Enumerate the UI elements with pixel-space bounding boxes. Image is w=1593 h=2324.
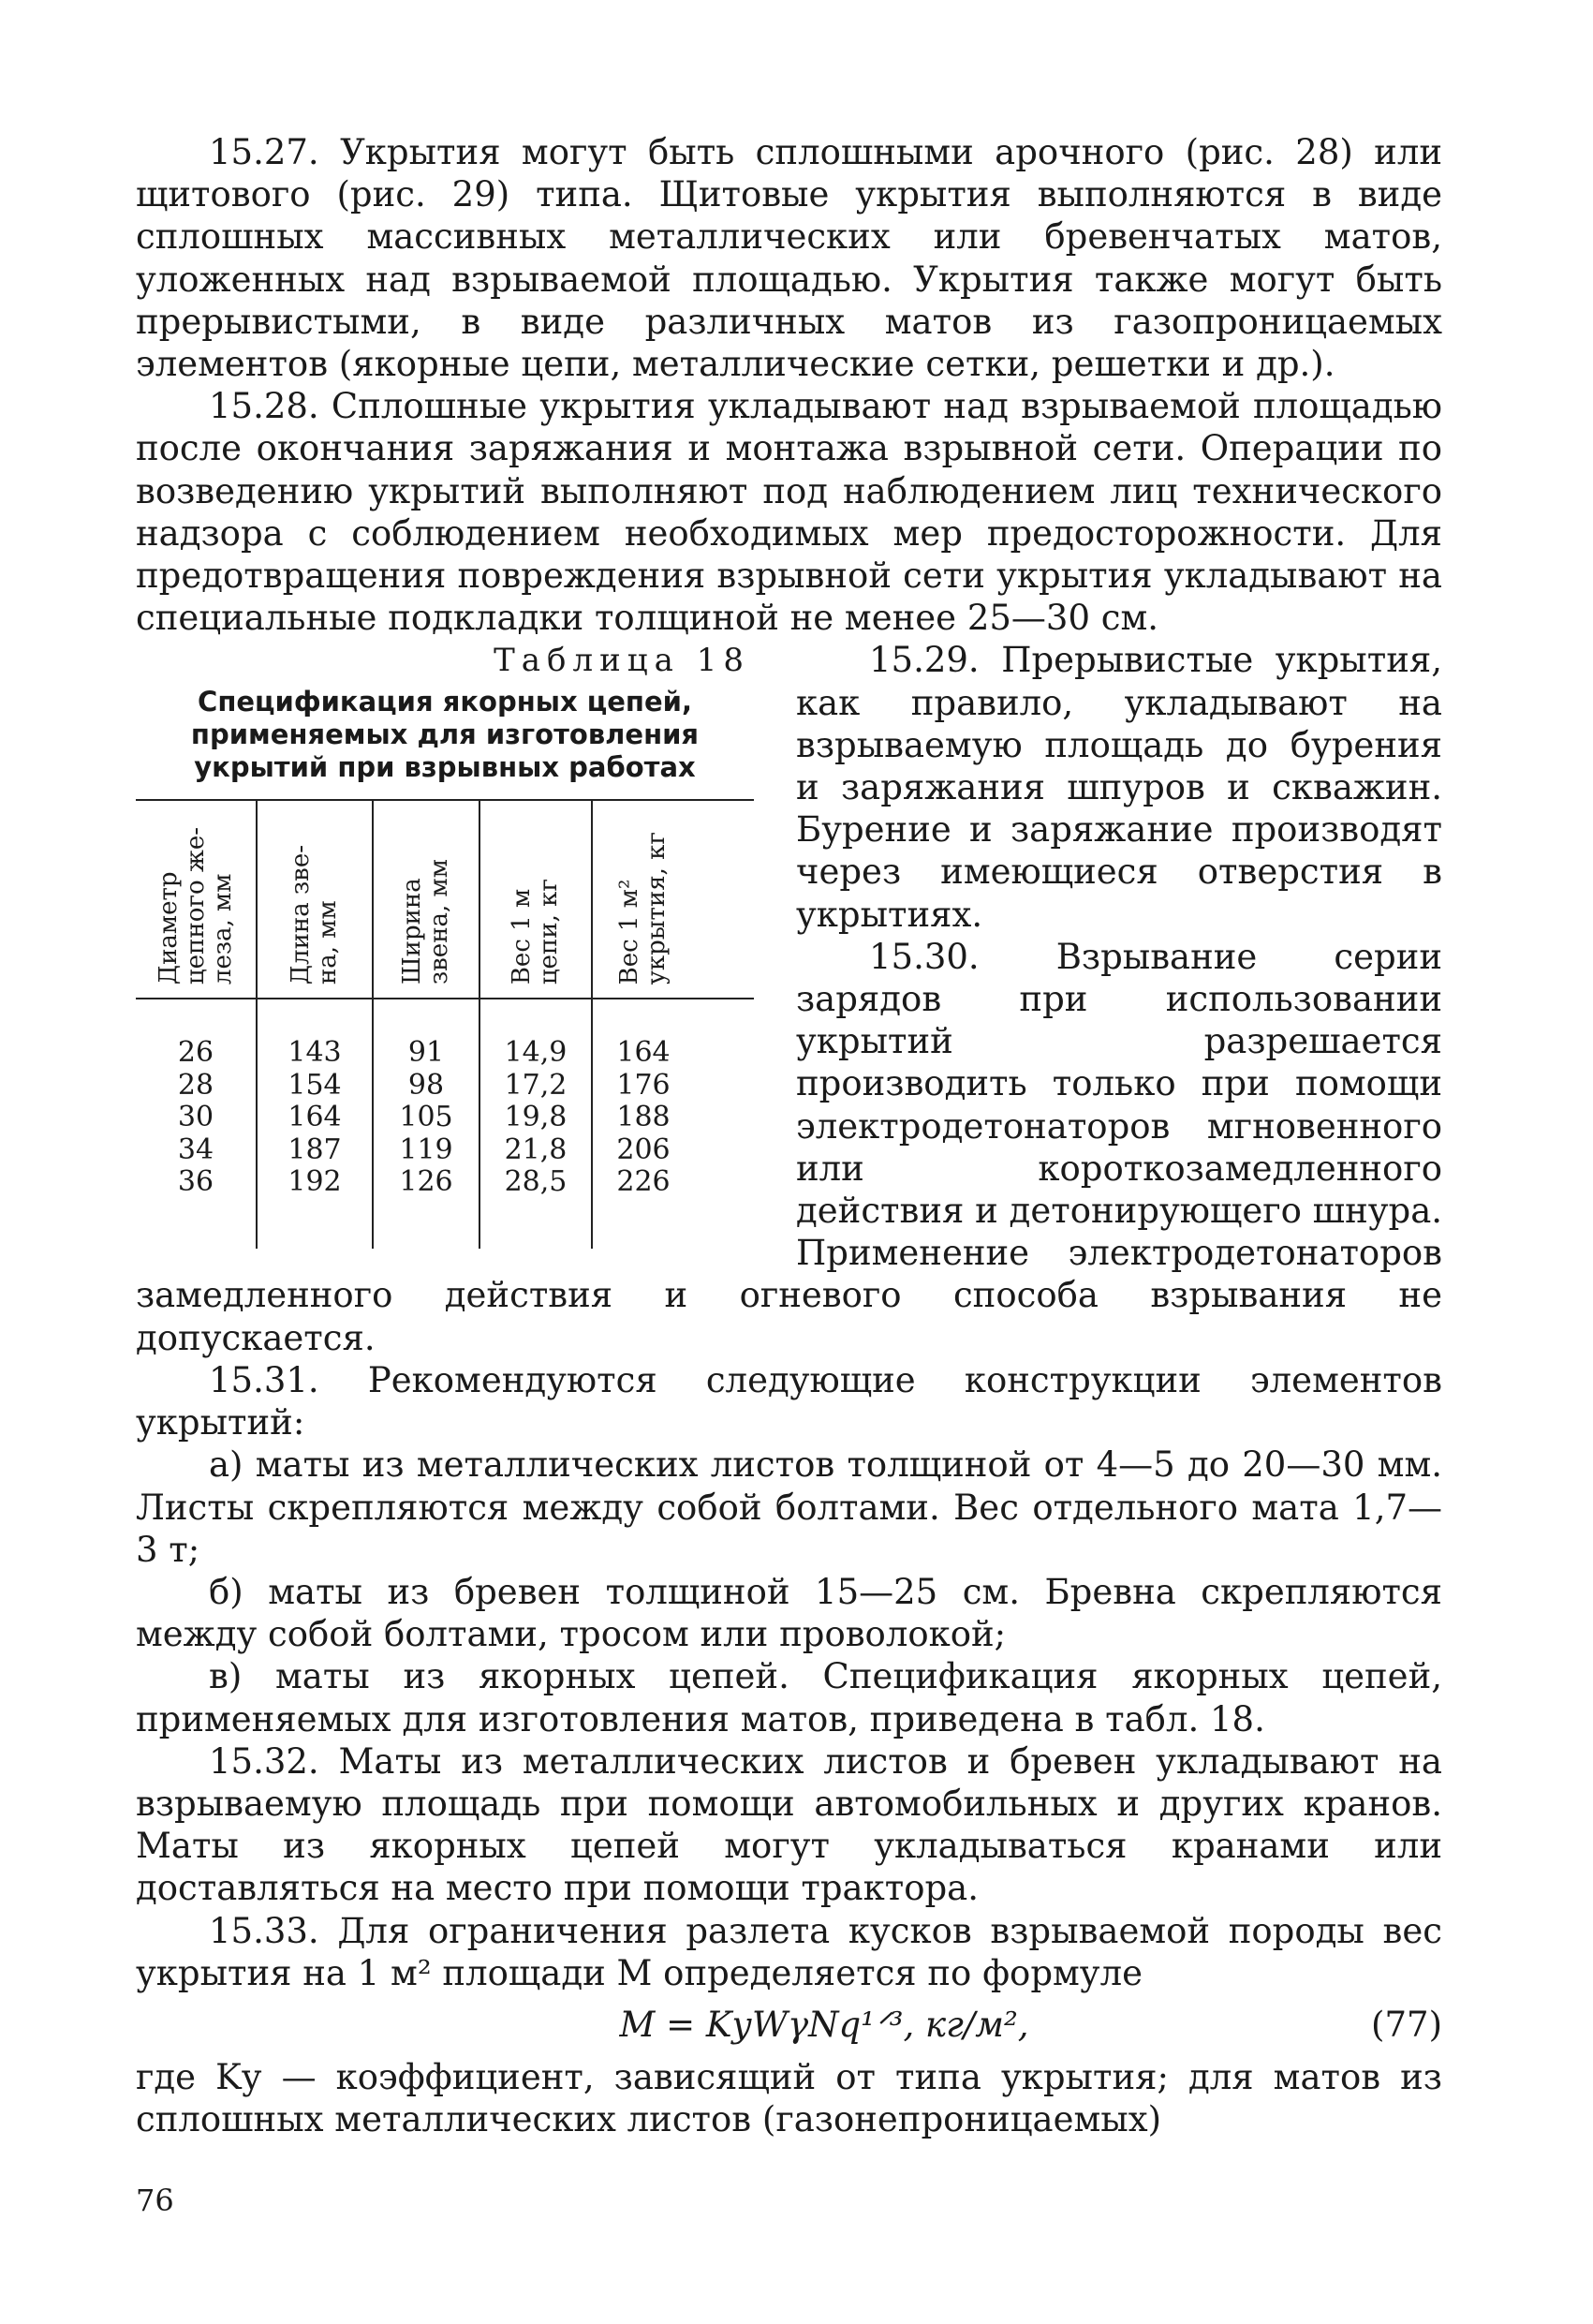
table-body bbox=[136, 999, 754, 1249]
table-cell: 164 bbox=[288, 1101, 342, 1134]
page-number: 76 bbox=[136, 2183, 174, 2218]
table-header-cell: Диаметр цепного же- леза, мм bbox=[154, 827, 237, 985]
table-cell: 154 bbox=[288, 1068, 342, 1102]
table-cell: 21,8 bbox=[504, 1132, 568, 1166]
formula-number: (77) bbox=[1371, 2004, 1442, 2045]
table-cell: 176 bbox=[616, 1068, 671, 1102]
table-column bbox=[256, 999, 372, 1249]
paragraph-15-33: 15.33. Для ограничения разлета кусков взрываемой породы вес укрытия на 1 м² площади M определяется по формуле bbox=[136, 1910, 1442, 1993]
table-cell: 143 bbox=[288, 1036, 342, 1070]
table-region bbox=[136, 639, 1442, 1358]
table-cell: 28 bbox=[177, 1068, 214, 1102]
table-cell: 28,5 bbox=[504, 1165, 568, 1199]
paragraph-15-31: 15.31. Рекомендуются следующие конструкции элементов укрытий: bbox=[136, 1359, 1442, 1443]
paragraph-15-29: 15.29. Прерывистые укрытия, как правило, укладывают на взрываемую площадь до бурения и заряжания шпуров и скважин. Бурение и заряжание производят через имеющиеся отверстия в укрытиях. bbox=[796, 640, 1442, 935]
table-cell: 188 bbox=[616, 1101, 671, 1134]
table-column bbox=[136, 999, 256, 1249]
text-with-table bbox=[136, 385, 1442, 639]
table-cell: 126 bbox=[399, 1165, 453, 1199]
table-header-row bbox=[136, 801, 754, 999]
table-cell: 226 bbox=[616, 1165, 671, 1199]
table-cell: 119 bbox=[399, 1132, 453, 1166]
table-cell: 30 bbox=[177, 1101, 214, 1134]
table-title: Спецификация якорных цепей, применяемых для изготовления укрытий при взрывных работах bbox=[190, 686, 700, 784]
table-cell: 206 bbox=[616, 1132, 671, 1166]
table-cell: 17,2 bbox=[504, 1068, 568, 1102]
table-cell: 98 bbox=[407, 1068, 445, 1102]
table-cell: 19,8 bbox=[504, 1101, 568, 1134]
document-page bbox=[136, 131, 1442, 2140]
table-cell: 34 bbox=[177, 1132, 214, 1166]
table-cell: 164 bbox=[616, 1036, 671, 1070]
table-header-cell: Вес 1 м² укрытия, кг bbox=[591, 801, 694, 998]
formula-expression: M = KуWγNq¹ᐟ³, кг/м², bbox=[619, 2004, 1029, 2045]
table-cell: 26 bbox=[177, 1036, 214, 1070]
table-header-cell: Длина зве- на, мм bbox=[256, 801, 372, 998]
paragraph-15-32: 15.32. Маты из металлических листов и бревен укладывают на взрываемую площадь при помощи автомобильных и других кранов. Маты из якорных цепей могут укладываться кранами или доставляться на место при помощи трактора. bbox=[136, 1740, 1442, 1909]
paragraph-formula-explanation: где Kу — коэффициент, зависящий от типа укрытия; для матов из сплошных металлических листов (газонепроницаемых) bbox=[136, 2056, 1442, 2140]
table-header-cell: Ширина звена, мм bbox=[372, 801, 479, 998]
table-cell: 105 bbox=[399, 1101, 453, 1134]
paragraph-15-31-c: в) маты из якорных цепей. Спецификация якорных цепей, применяемых для изготовления матов, приведена в табл. 18. bbox=[136, 1656, 1442, 1739]
paragraph-15-31-a: а) маты из металлических листов толщиной от 4—5 до 20—30 мм. Листы скрепляются между собой болтами. Вес отдельного мата 1,7—3 т; bbox=[136, 1444, 1442, 1570]
table-cell: 187 bbox=[288, 1132, 342, 1166]
table-column bbox=[479, 999, 591, 1249]
table-number-label: Таблица 18 bbox=[494, 642, 750, 680]
paragraph-15-27: 15.27. Укрытия могут быть сплошными арочного (рис. 28) или щитового (рис. 29) типа. Щитовые укрытия выполняются в виде сплошных массивных металлических или бревенчатых матов, уложенных над взрываемой площадью. Укрытия также могут быть прерывистыми, в виде различных матов из газопроницаемых элементов (якорные цепи, металлические сетки, решетки и др.). bbox=[136, 132, 1442, 385]
paragraph-15-30: 15.30. Взрывание серии зарядов при использовании укрытий разрешается производить только при помощи электродетонаторов мгновенного или короткозамедленного действия и детонирующего шнура. Применение электродетонаторов замедленного действия и огневого способа взрывания не допускается. bbox=[136, 936, 1443, 1358]
table-column bbox=[372, 999, 479, 1249]
table-cell: 36 bbox=[177, 1165, 214, 1199]
paragraph-15-31-b: б) маты из бревен толщиной 15—25 см. Бревна скрепляются между собой болтами, тросом или проволокой; bbox=[136, 1571, 1442, 1655]
table-cell: 192 bbox=[288, 1165, 342, 1199]
table-column bbox=[591, 999, 694, 1249]
formula-77 bbox=[136, 1998, 1442, 2052]
paragraph-15-28: 15.28. Сплошные укрытия укладывают над взрываемой площадью после окончания заряжания и монтажа взрывной сети. Операции по возведению укрытий выполняют под наблюдением лиц технического надзора с соблюдением необходимых мер предосторожности. Для предотвращения повреждения взрывной сети укрытия укладывают на специальные подкладки толщиной не менее 25—30 см. bbox=[136, 386, 1442, 639]
table-header-cell: Вес 1 м цепи, кг bbox=[479, 801, 591, 998]
table-cell: 14,9 bbox=[504, 1036, 568, 1070]
table-cell: 91 bbox=[407, 1036, 445, 1070]
paragraph-15-28-head bbox=[136, 385, 1442, 639]
table-18 bbox=[136, 641, 754, 1249]
table-grid bbox=[136, 799, 754, 1249]
